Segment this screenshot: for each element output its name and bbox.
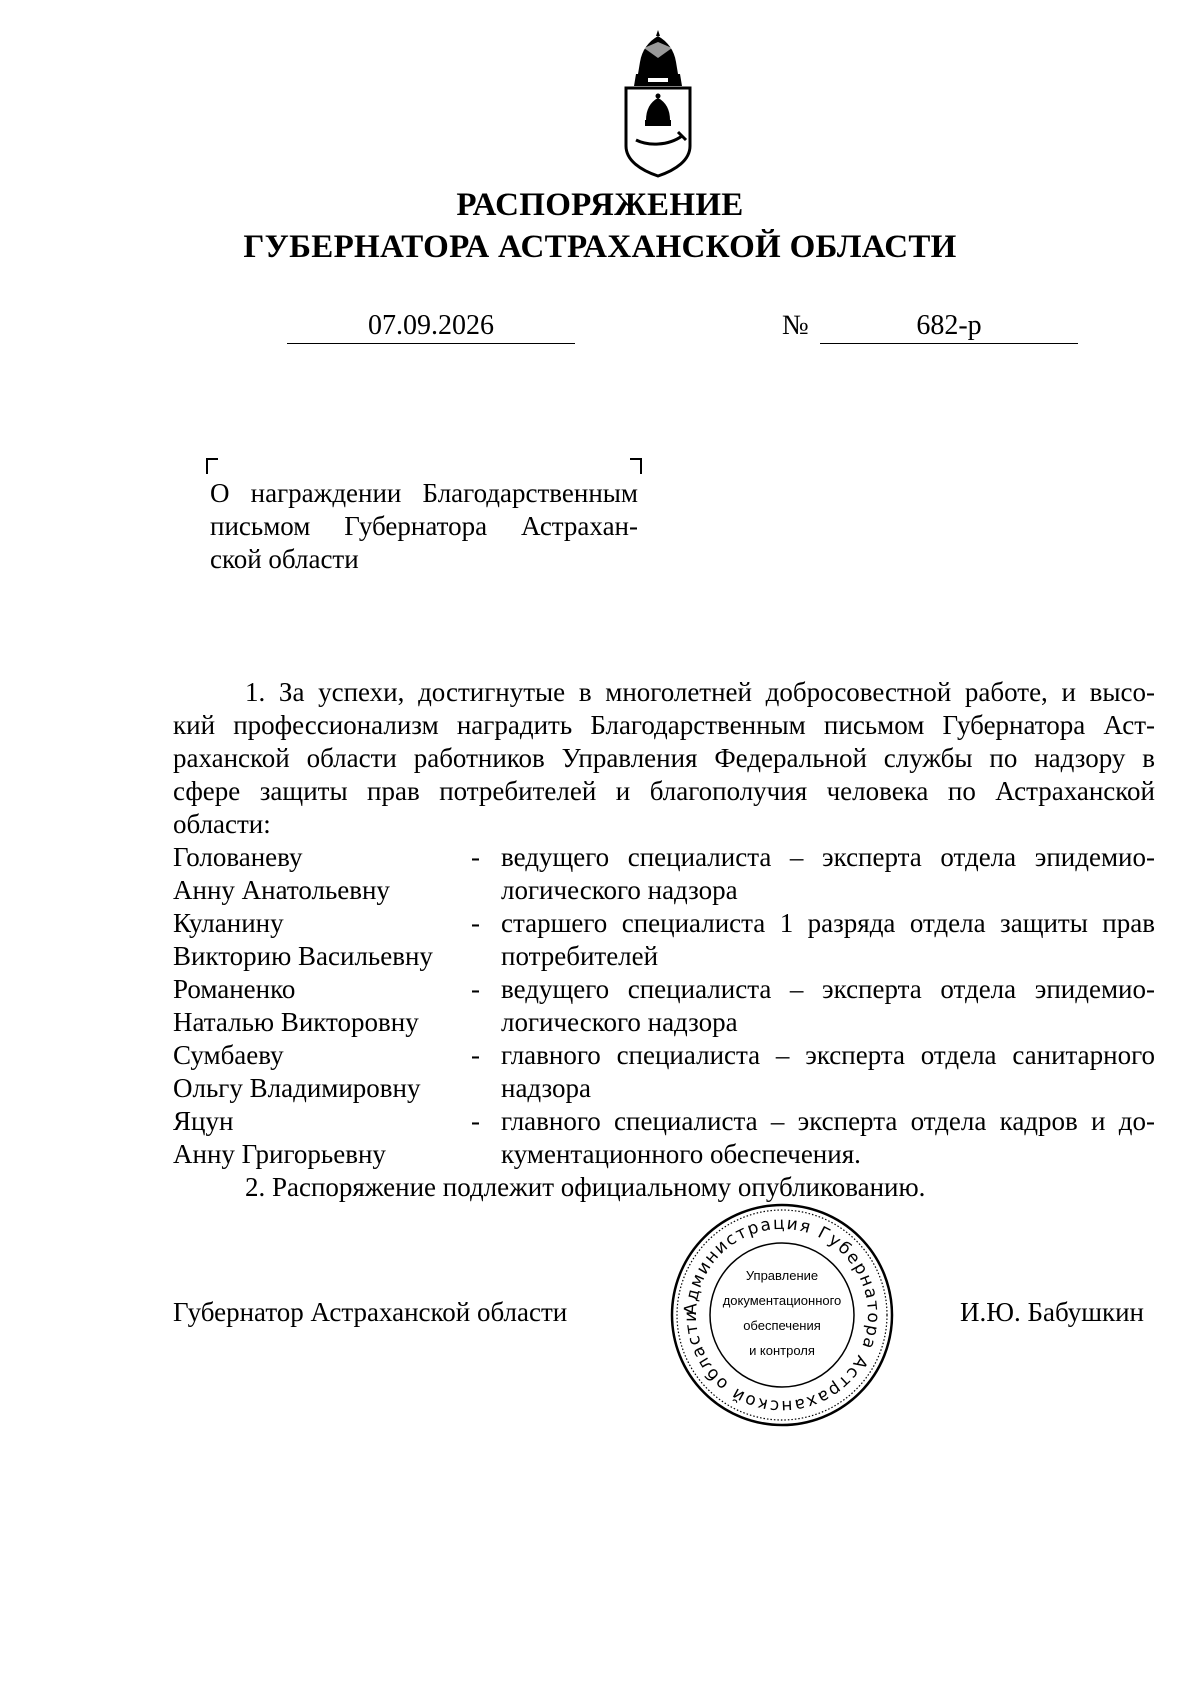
stamp-center-line: обеспечения [743,1318,821,1333]
paragraph-line: области: [173,809,271,839]
signer-name: И.Ю. Бабушкин [960,1297,1145,1327]
document-subject [210,477,638,576]
awardee-position [501,841,1155,907]
paragraph-line: 1. За успехи, достигнутые в многолетней добросовестной работе, и высо- [245,677,1155,707]
subject-line: письмом Губернатора Астрахан- [210,511,638,541]
subject-corner-right [630,458,642,474]
paragraph-2: 2. Распоряжение подлежит официальному опубликованию. [245,1172,926,1202]
position-line: надзора [501,1073,591,1103]
document-date: 07.09.2026 [287,309,575,344]
awardee-surname: Романенко [173,974,296,1004]
awardee-name [173,841,463,907]
paragraph-line: сфере защиты прав потребителей и благополучия человека по Астраханской [173,776,1155,806]
subject-line: О награждении Благодарственным [210,478,638,508]
position-line: ведущего специалиста – эксперта отдела эпидемио- [501,842,1155,872]
official-stamp [667,1200,897,1430]
document-number: 682-р [820,309,1078,344]
awardee-surname: Голованеву [173,842,303,872]
paragraph-1 [173,676,1155,841]
awardee-dash: - [471,974,480,1004]
awardee-position [501,907,1155,973]
awardee-given-names: Анну Григорьевну [173,1139,386,1169]
awardee-position [501,973,1155,1039]
awardee-dash: - [471,842,480,872]
position-line: главного специалиста – эксперта отдела санитарного [501,1040,1155,1070]
paragraph-line: раханской области работников Управления Федеральной службы по надзору в [173,743,1155,773]
number-sign: № [782,310,809,341]
awardee-row [173,1039,1155,1105]
awardee-given-names: Ольгу Владимировну [173,1073,421,1103]
document-title: РАСПОРЯЖЕНИЕ [456,187,744,223]
subject-line: ской области [210,544,359,574]
stamp-ring-text: Администрация Губернатора Астраханской области [680,1213,884,1417]
position-line: логического надзора [501,1007,738,1037]
stamp-center-line: документационного [722,1293,842,1308]
document-issuer: ГУБЕРНАТОРА АСТРАХАНСКОЙ ОБЛАСТИ [243,229,957,265]
awardee-dash: - [471,1040,480,1070]
awardee-name [173,973,463,1039]
svg-text:Администрация Губернатора Астр [681,1214,883,1416]
subject-corner-left [206,458,218,474]
awardee-row [173,973,1155,1039]
position-line: старшего специалиста 1 разряда отдела защиты прав [501,908,1155,938]
position-line: кументационного обеспечения. [501,1139,861,1169]
position-line: логического надзора [501,875,738,905]
position-line: главного специалиста – эксперта отдела кадров и до- [501,1106,1155,1136]
awardee-surname: Сумбаеву [173,1040,284,1070]
awardee-row [173,907,1155,973]
awardee-dash: - [471,1106,480,1136]
awardee-surname: Куланину [173,908,284,938]
stamp-center-line: Управление [745,1268,819,1283]
awardee-name [173,1105,463,1171]
awardee-surname: Яцун [173,1106,234,1136]
stamp-center-line: и контроля [749,1343,815,1358]
awardee-name [173,907,463,973]
awardee-dash: - [471,908,480,938]
awardee-row [173,841,1155,907]
paragraph-line: кий профессионализм наградить Благодарственным письмом Губернатора Аст- [173,710,1155,740]
coat-of-arms-emblem [618,28,698,178]
awardee-given-names: Анну Анатольевну [173,875,390,905]
awardee-list [173,841,1155,1171]
signer-position: Губернатор Астраханской области [173,1297,568,1327]
awardee-given-names: Викторию Васильевну [173,941,433,971]
awardee-given-names: Наталью Викторовну [173,1007,419,1037]
awardee-position [501,1105,1155,1171]
position-line: потребителей [501,941,659,971]
awardee-name [173,1039,463,1105]
awardee-position [501,1039,1155,1105]
awardee-row [173,1105,1155,1171]
position-line: ведущего специалиста – эксперта отдела эпидемио- [501,974,1155,1004]
